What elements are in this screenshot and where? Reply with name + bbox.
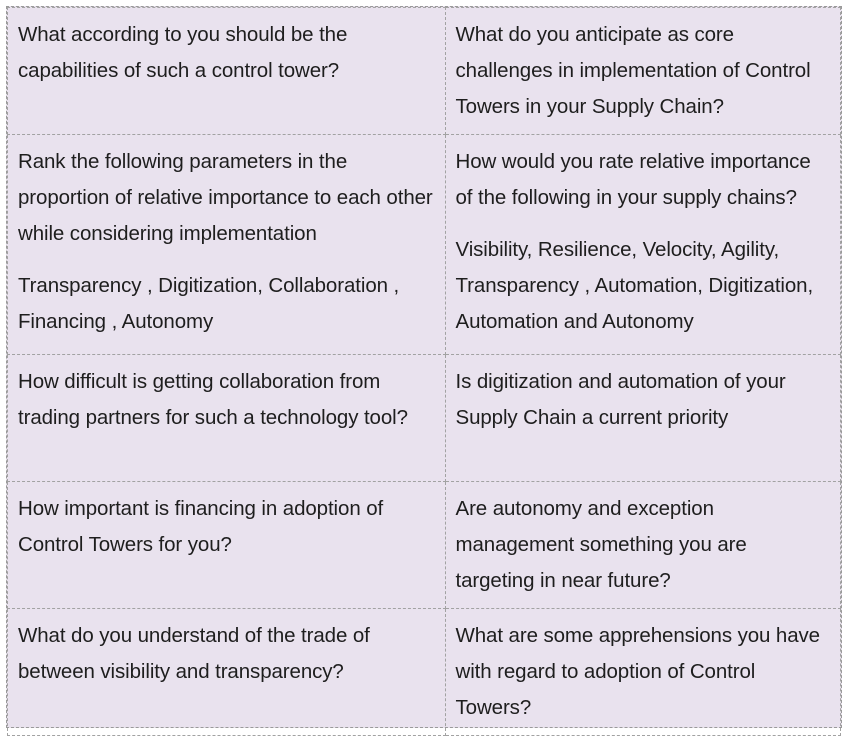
table-cell-question [445,135,841,355]
table-row [8,355,841,482]
question-text: How would you rate relative importance of the following in your supply chains? [455,150,811,209]
questions-table-container [6,6,842,728]
table-cell-question [8,135,446,355]
table-row [8,135,841,355]
table-cell-question [8,8,446,135]
question-text: What are some apprehensions you have with regard to adoption of Control Towers? [455,624,820,719]
parameter-list-text: Transparency , Digitization, Collaboration , Financing , Autonomy [18,274,400,333]
table-row [8,609,841,736]
question-text: Rank the following parameters in the proportion of relative importance to each other while considering implementation [18,150,433,245]
question-text: What according to you should be the capabilities of such a control tower? [18,23,348,82]
question-text: What do you anticipate as core challenges in implementation of Control Towers in your Supply Chain? [455,23,811,118]
table-cell-question [445,482,841,609]
question-text: Are autonomy and exception management something you are targeting in near future? [455,497,747,592]
table-row [8,8,841,135]
table-cell-question [445,609,841,736]
table-row [8,482,841,609]
paragraph-spacer [456,216,831,232]
table-cell-question [445,8,841,135]
question-text: Is digitization and automation of your Supply Chain a current priority [455,370,786,429]
table-cell-question [8,355,446,482]
table-cell-question [8,609,446,736]
questions-table [7,7,841,736]
paragraph-spacer [18,252,435,268]
parameter-list-text: Visibility, Resilience, Velocity, Agility, Transparency , Automation, Digitization, Automation and Autonomy [455,238,814,333]
question-text: How important is financing in adoption of Control Towers for you? [18,497,384,556]
table-cell-question [445,355,841,482]
question-text: How difficult is getting collaboration from trading partners for such a technology tool? [18,370,408,429]
table-cell-question [8,482,446,609]
question-text: What do you understand of the trade of between visibility and transparency? [18,624,370,683]
